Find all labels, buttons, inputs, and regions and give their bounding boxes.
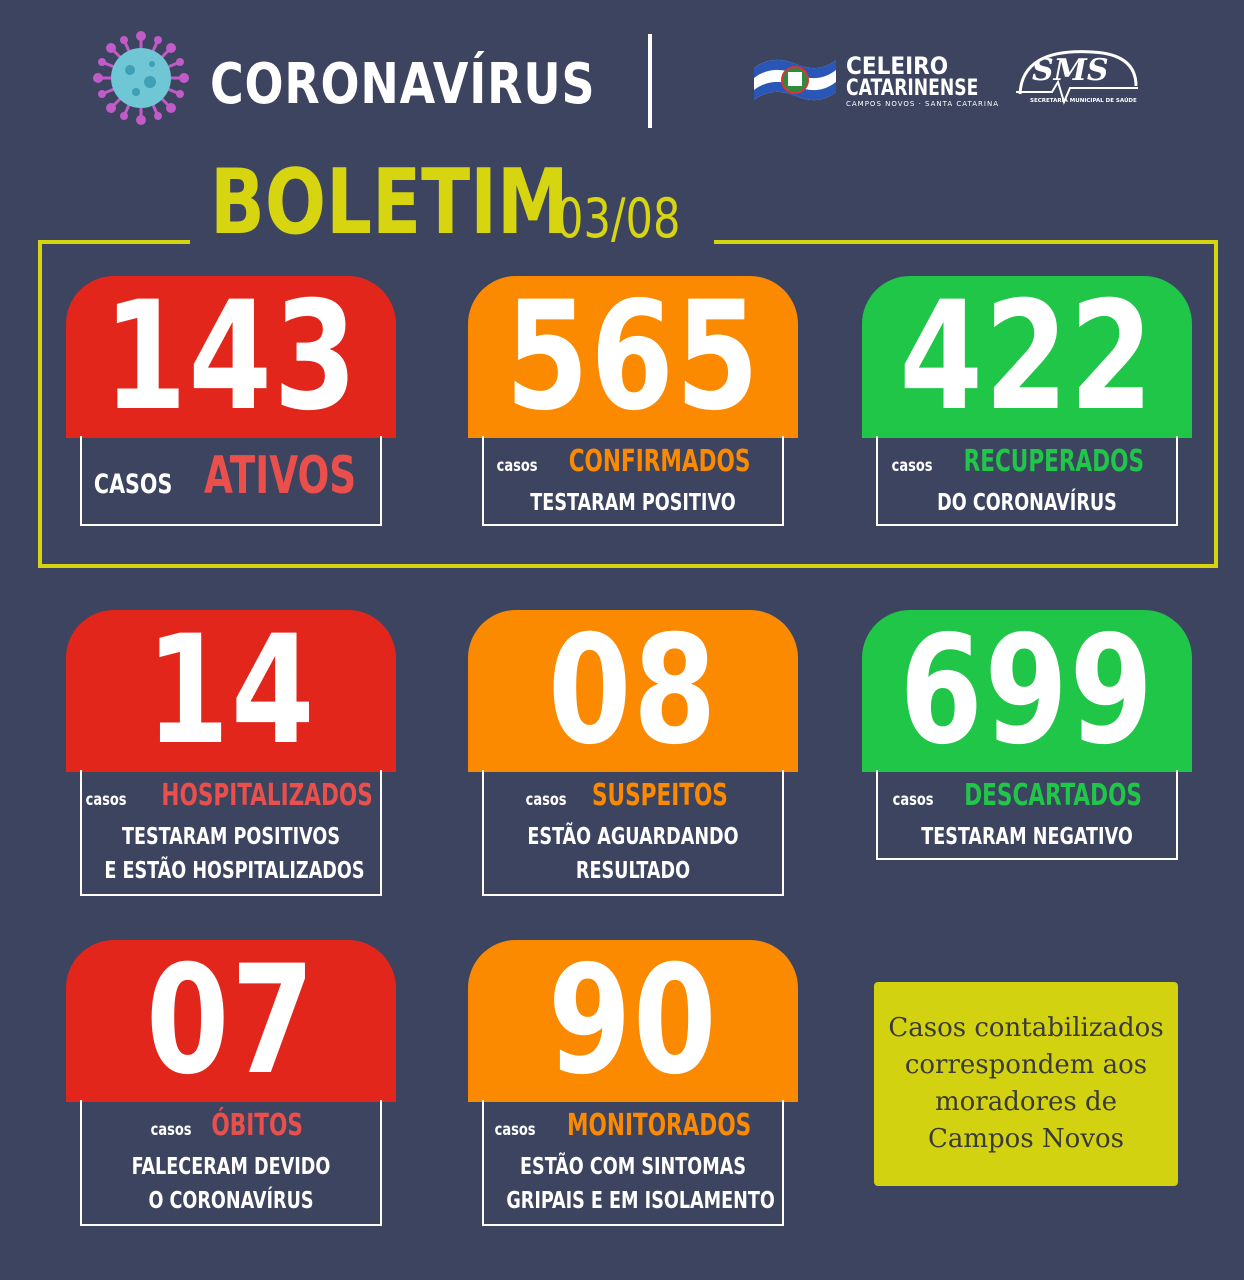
bulletin-date: 03/08 (556, 187, 681, 250)
card-desc-1: ESTÃO AGUARDANDO (527, 824, 739, 850)
card-label: DESCARTADOS (964, 778, 1143, 813)
header-divider (648, 34, 652, 128)
sms-logo (1012, 44, 1142, 114)
card-value: 699 (899, 604, 1155, 778)
card-label: RECUPERADOS (963, 444, 1144, 479)
card-label: ATIVOS (203, 446, 356, 506)
card-desc-1: FALECERAM DEVIDO (131, 1154, 331, 1180)
card-desc-2: E ESTÃO HOSPITALIZADOS (104, 858, 365, 884)
card-prefix: casos (150, 1120, 192, 1140)
santa-catarina-flag-icon (752, 48, 838, 110)
note-line-3: moradores de (935, 1087, 1117, 1117)
card-desc-1: TESTARAM POSITIVOS (121, 824, 341, 850)
card-prefix: casos (525, 790, 567, 810)
residents-note (874, 982, 1178, 1186)
card-value: 08 (547, 604, 719, 778)
celeiro-catarinense-logo: CELEIRO CATARINENSE CAMPOS NOVOS · SANTA CATARINA (846, 52, 999, 108)
card-prefix: casos (85, 790, 127, 810)
card-value: 422 (899, 270, 1155, 444)
card-label: MONITORADOS (567, 1108, 752, 1143)
note-line-1: Casos contabilizados (888, 1013, 1164, 1043)
card-prefix: CASOS (94, 469, 173, 500)
card-value: 14 (145, 604, 317, 778)
card-prefix: casos (891, 456, 933, 476)
card-desc: DO CORONAVÍRUS (937, 490, 1117, 516)
card-desc: TESTARAM POSITIVO (530, 490, 736, 516)
card-desc-2: GRIPAIS E EM ISOLAMENTO (506, 1188, 775, 1214)
card-prefix: casos (494, 1120, 536, 1140)
card-desc-2: O CORONAVÍRUS (148, 1188, 314, 1214)
card-value: 143 (103, 270, 359, 444)
card-label: CONFIRMADOS (568, 444, 751, 479)
card-label: ÓBITOS (211, 1108, 304, 1143)
bulletin-title: BOLETIM (210, 150, 569, 255)
svg-text:SECRETARIA MUNICIPAL DE SAÚDE: SECRETARIA MUNICIPAL DE SAÚDE (1030, 98, 1137, 104)
card-desc: TESTARAM NEGATIVO (921, 824, 1133, 850)
card-label: SUSPEITOS (591, 778, 728, 813)
card-desc-1: ESTÃO COM SINTOMAS (520, 1154, 746, 1180)
card-desc-2: RESULTADO (575, 858, 691, 884)
card-label: HOSPITALIZADOS (161, 778, 373, 813)
svg-text:SMS: SMS (1032, 53, 1109, 88)
note-line-4: Campos Novos (927, 1124, 1125, 1154)
card-prefix: casos (496, 456, 538, 476)
card-value: 90 (547, 934, 719, 1108)
note-line-2: correspondem aos (904, 1050, 1148, 1080)
card-value: 07 (145, 934, 317, 1108)
coronavirus-icon (86, 30, 196, 126)
card-prefix: casos (892, 790, 934, 810)
card-value: 565 (505, 270, 761, 444)
page-title: CORONAVÍRUS (210, 52, 596, 117)
